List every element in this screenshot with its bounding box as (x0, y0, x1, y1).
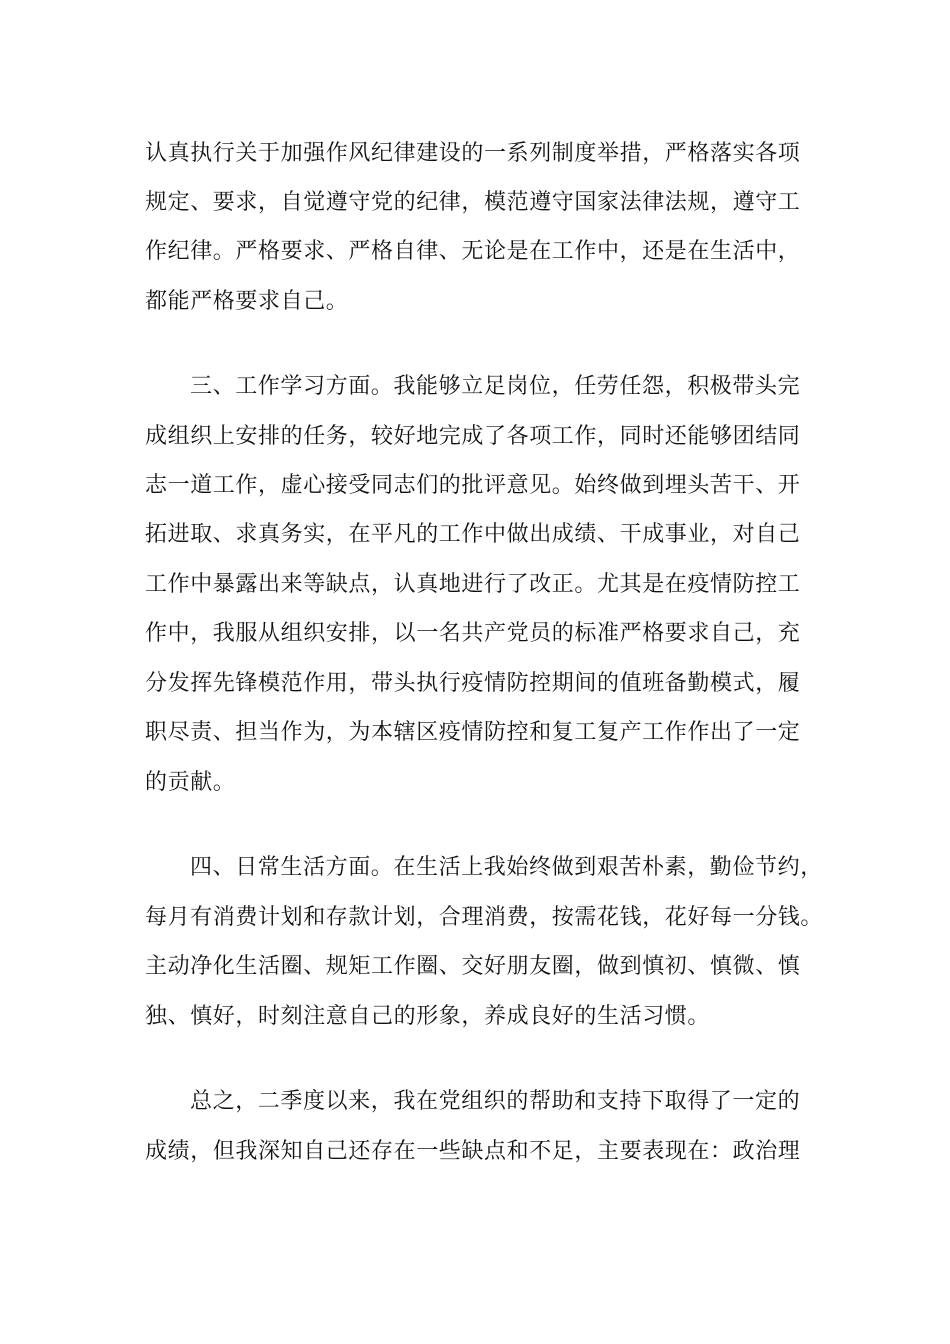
text-line: 独、慎好，时刻注意自己的形象，养成良好的生活习惯。 (145, 1004, 711, 1029)
text-line: 志一道工作，虚心接受同志们的批评意见。始终做到埋头苦干、开 (145, 473, 801, 498)
text-line: 三、工作学习方面。我能够立足岗位，任劳任怨，积极带头完 (190, 374, 801, 399)
text-line: 职尽责、担当作为，为本辖区疫情防控和复工复产工作作出了一定 (145, 720, 801, 745)
text-line: 规定、要求，自觉遵守党的纪律，模范遵守国家法律法规，遵守工 (145, 190, 801, 215)
text-line: 四、日常生活方面。在生活上我始终做到艰苦朴素，勤俭节约， (190, 855, 823, 880)
text-line: 每月有消费计划和存款计划，合理消费，按需花钱，花好每一分钱。 (145, 905, 824, 930)
text-line: 的贡献。 (145, 770, 236, 795)
text-line: 认真执行关于加强作风纪律建设的一系列制度举措，严格落实各项 (145, 141, 801, 166)
text-line: 都能严格要求自己。 (145, 289, 349, 314)
text-line: 总之，二季度以来，我在党组织的帮助和支持下取得了一定的 (190, 1089, 801, 1114)
text-line: 主动净化生活圈、规矩工作圈、交好朋友圈，做到慎初、慎微、慎 (145, 954, 801, 979)
text-line: 分发挥先锋模范作用，带头执行疫情防控期间的值班备勤模式，履 (145, 671, 801, 696)
text-line: 拓进取、求真务实，在平凡的工作中做出成绩、干成事业，对自己 (145, 522, 801, 547)
text-line: 工作中暴露出来等缺点，认真地进行了改正。尤其是在疫情防控工 (145, 572, 801, 597)
text-line: 成绩，但我深知自己还存在一些缺点和不足，主要表现在：政治理 (145, 1139, 801, 1164)
text-line: 作中，我服从组织安排，以一名共产党员的标准严格要求自己，充 (145, 621, 801, 646)
text-line: 作纪律。严格要求、严格自律、无论是在工作中，还是在生活中， (145, 239, 801, 264)
text-line: 成组织上安排的任务，较好地完成了各项工作，同时还能够团结同 (145, 424, 801, 449)
